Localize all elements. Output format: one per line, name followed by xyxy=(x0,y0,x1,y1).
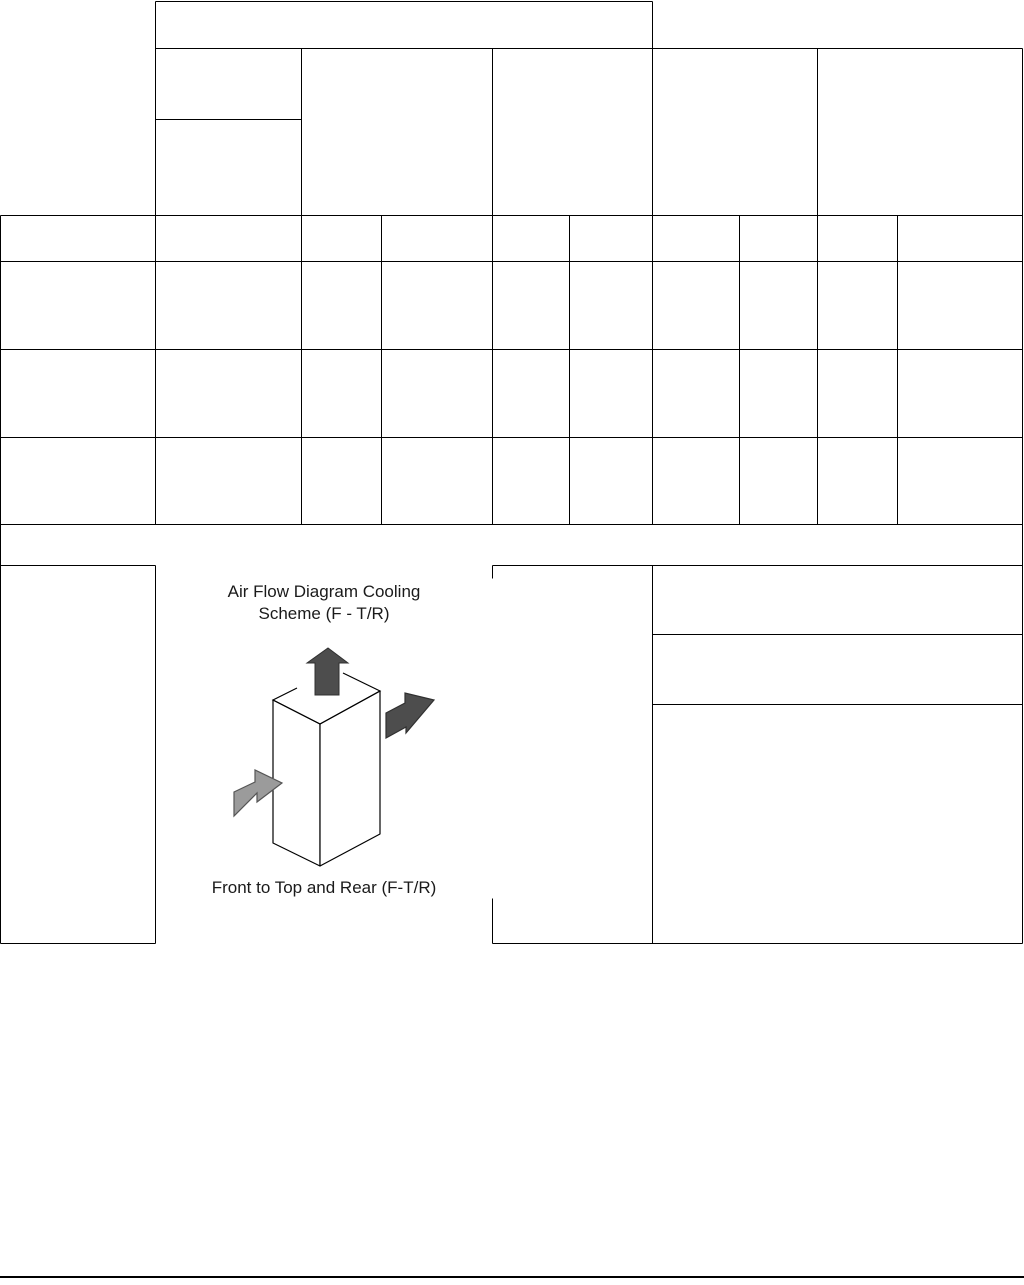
diagram-title-line-2: Scheme (F - T/R) xyxy=(258,604,390,623)
diagram-caption: Front to Top and Rear (F-T/R) xyxy=(211,878,437,897)
air-flow-illustration xyxy=(160,566,488,910)
arrow-up-right-icon xyxy=(386,693,434,738)
diagram-title-line-1: Air Flow Diagram Cooling xyxy=(227,582,421,601)
air-flow-diagram xyxy=(160,566,488,910)
arrow-up-icon xyxy=(307,648,348,695)
footer-rule xyxy=(0,1276,1024,1278)
cabinet-box xyxy=(273,691,380,866)
